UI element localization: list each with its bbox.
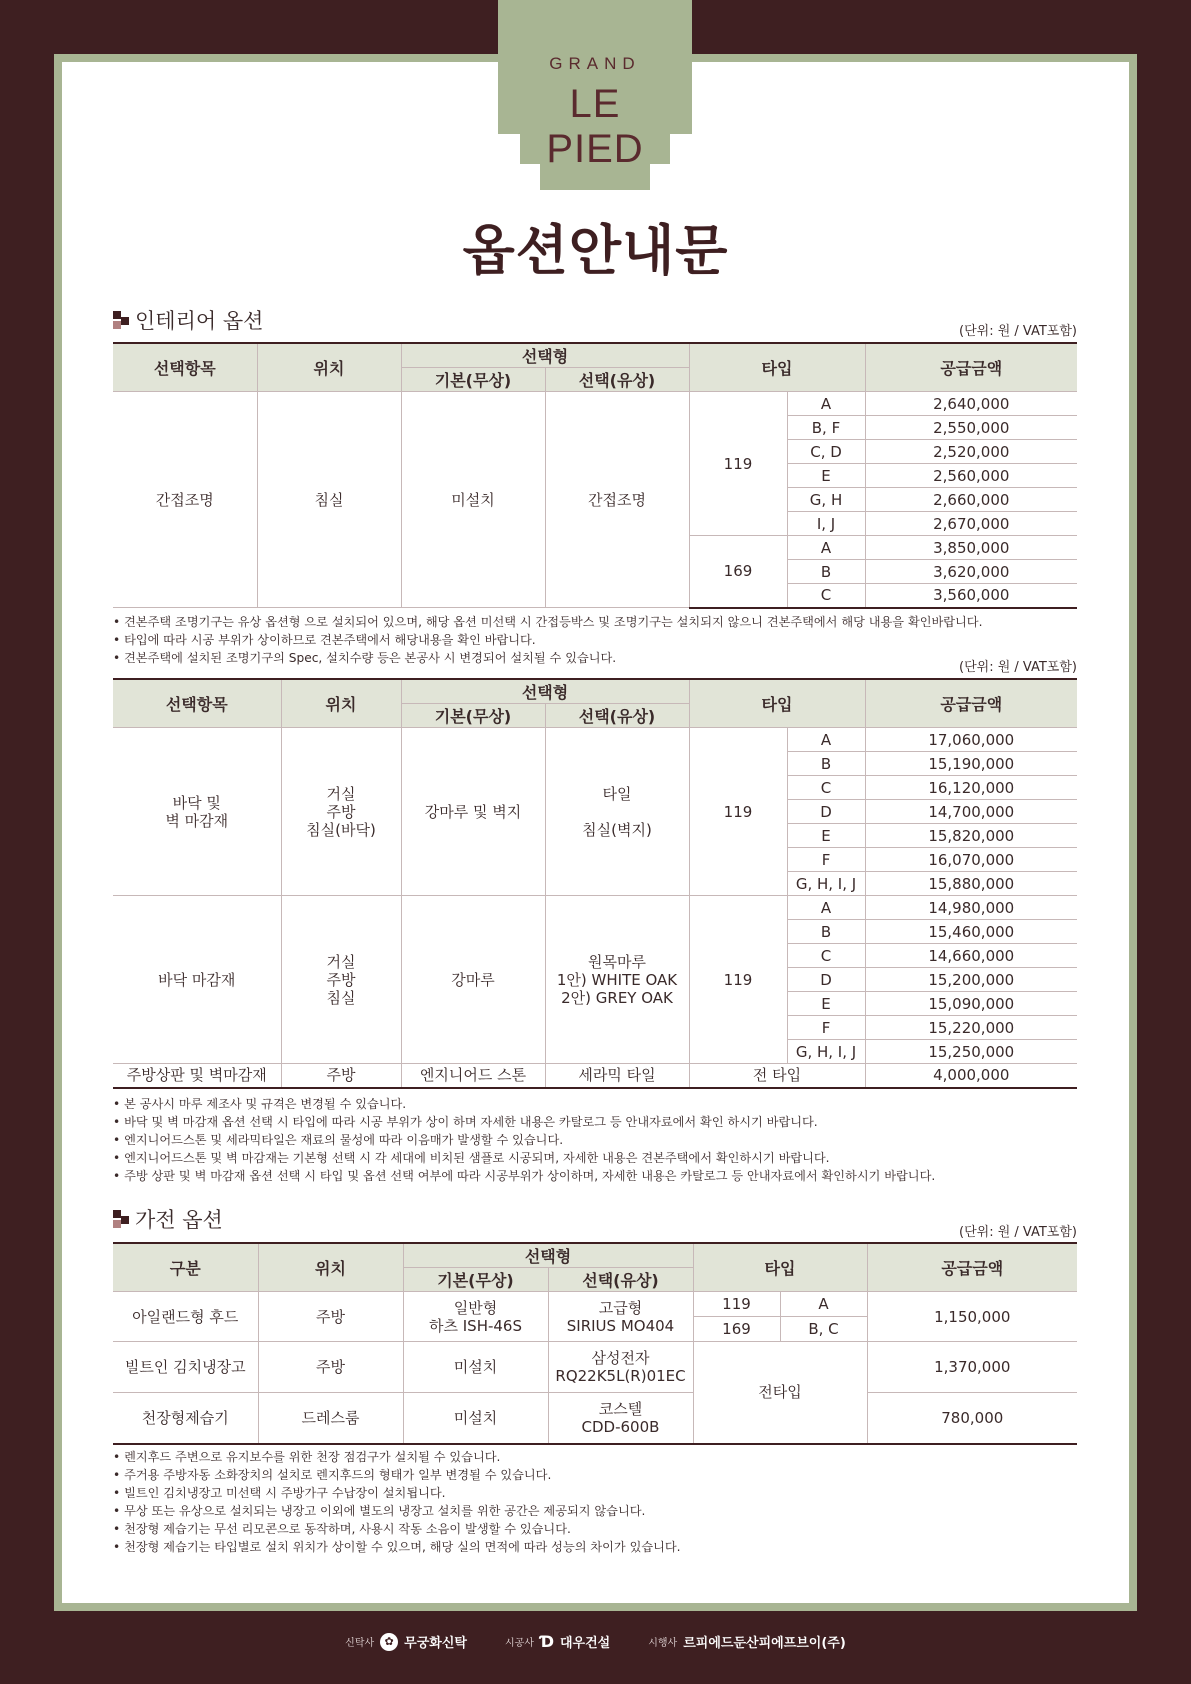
note-item: • 주거용 주방자동 소화장치의 설치로 렌지후드의 형태가 일부 변경될 수 있습니다.	[113, 1466, 1077, 1484]
dehumid-price: 780,000	[867, 1393, 1077, 1444]
finish-notes	[113, 1095, 1077, 1185]
builder-company: 시공사 Ɗ 대우건설	[504, 1632, 611, 1651]
price-cell: 2,550,000	[865, 416, 1077, 440]
price-cell: 2,640,000	[865, 392, 1077, 416]
bullet-square-icon	[113, 311, 129, 329]
unit-note-3: (단위: 원 / VAT포함)	[959, 1225, 1077, 1240]
interior-section-heading	[113, 305, 263, 335]
price-cell: 14,980,000	[865, 896, 1077, 920]
floorwall-item: 바닥 및 벽 마감재	[113, 728, 281, 896]
note-item: • 렌지후드 주변으로 유지보수를 위한 천장 점검구가 설치될 수 있습니다.	[113, 1448, 1077, 1466]
developer-company: 시행사 르피에드둔산피에프브이(주)	[648, 1636, 846, 1651]
kitchen-price: 4,000,000	[865, 1064, 1077, 1088]
note-item: • 본 공사시 마루 제조사 및 규격은 변경될 수 있습니다.	[113, 1095, 1077, 1113]
price-cell: 15,200,000	[865, 968, 1077, 992]
kimchi-basic: 미설치	[403, 1342, 548, 1393]
hood-area-2: 169	[693, 1317, 780, 1342]
note-item: • 천장형 제습기는 무선 리모콘으로 동작하며, 사용시 작동 소음이 발생할 수 있습니다.	[113, 1520, 1077, 1538]
dehumid-paid: 코스텔 CDD-600B	[548, 1393, 693, 1444]
logo-grand-text: GRAND	[549, 54, 641, 73]
dehumid-location: 드레스룸	[258, 1393, 403, 1444]
daewoo-logo-icon: Ɗ	[539, 1632, 554, 1651]
hdr-choice: 선택형	[403, 1243, 693, 1268]
floor-item: 바닥 마감재	[113, 896, 281, 1064]
appliance-section-heading	[113, 1204, 223, 1234]
note-item: • 바닥 및 벽 마감재 옵션 선택 시 타입에 따라 시공 부위가 상이 하며 자세한 내용은 카탈로그 등 안내자료에서 확인 하시기 바랍니다.	[113, 1113, 1077, 1131]
trust-company: 신탁사 ✿ 무궁화신탁	[345, 1634, 467, 1651]
dehumid-item: 천장형제습기	[113, 1393, 258, 1444]
type-cell: G, H, I, J	[787, 1040, 865, 1064]
hood-item: 아일랜드형 후드	[113, 1292, 258, 1342]
hood-area-1: 119	[693, 1292, 780, 1317]
lighting-basic: 미설치	[401, 392, 545, 608]
floor-location: 거실 주방 침실	[281, 896, 401, 1064]
price-cell: 14,660,000	[865, 944, 1077, 968]
kimchi-paid: 삼성전자 RQ22K5L(R)01EC	[548, 1342, 693, 1393]
appliance-heading-text: 가전 옵션	[135, 1208, 223, 1232]
kitchen-location: 주방	[281, 1064, 401, 1088]
kitchen-paid: 세라믹 타일	[545, 1064, 689, 1088]
floor-area: 119	[689, 896, 787, 1064]
logo-main-text: LE PIED	[546, 82, 644, 171]
hdr-item: 구분	[113, 1243, 258, 1292]
type-cell: C	[787, 944, 865, 968]
type-cell: B	[787, 560, 865, 584]
price-cell: 15,880,000	[865, 872, 1077, 896]
hood-type-2: B, C	[780, 1317, 867, 1342]
price-cell: 15,090,000	[865, 992, 1077, 1016]
hood-price: 1,150,000	[867, 1292, 1077, 1342]
hdr-basic: 기본(무상)	[403, 1268, 548, 1292]
price-cell: 2,670,000	[865, 512, 1077, 536]
hdr-type: 타입	[689, 343, 865, 392]
type-cell: C	[787, 776, 865, 800]
price-cell: 2,520,000	[865, 440, 1077, 464]
type-cell: D	[787, 968, 865, 992]
hdr-price: 공급금액	[865, 343, 1077, 392]
floorwall-paid: 타일 침실(벽지)	[545, 728, 689, 896]
unit-note-2: (단위: 원 / VAT포함)	[959, 660, 1077, 675]
note-item: • 견본주택 조명기구는 유상 옵션형 으로 설치되어 있으며, 해당 옵션 미선택 시 간접등박스 및 조명기구는 설치되지 않으니 견본주택에서 해당 내용을 확인바랍니다.	[113, 613, 1077, 631]
floorwall-basic: 강마루 및 벽지	[401, 728, 545, 896]
price-cell: 15,820,000	[865, 824, 1077, 848]
lighting-area-169: 169	[689, 536, 787, 608]
type-cell: C, D	[787, 440, 865, 464]
type-cell: E	[787, 464, 865, 488]
unit-note-1: (단위: 원 / VAT포함)	[959, 324, 1077, 339]
hdr-location: 위치	[258, 1243, 403, 1292]
hdr-location: 위치	[281, 679, 401, 728]
hdr-item: 선택항목	[113, 679, 281, 728]
hdr-choice: 선택형	[401, 679, 689, 704]
kitchen-type: 전 타입	[689, 1064, 865, 1088]
hdr-item: 선택항목	[113, 343, 257, 392]
price-cell: 15,460,000	[865, 920, 1077, 944]
kimchi-item: 빌트인 김치냉장고	[113, 1342, 258, 1393]
hood-location: 주방	[258, 1292, 403, 1342]
type-cell: A	[787, 728, 865, 752]
hdr-basic: 기본(무상)	[401, 704, 545, 728]
hdr-basic: 기본(무상)	[401, 368, 545, 392]
hdr-type: 타입	[693, 1243, 867, 1292]
type-cell: B	[787, 920, 865, 944]
dehumid-basic: 미설치	[403, 1393, 548, 1444]
price-cell: 15,190,000	[865, 752, 1077, 776]
lighting-paid: 간접조명	[545, 392, 689, 608]
lighting-notes	[113, 613, 1077, 667]
flower-logo-icon: ✿	[380, 1633, 398, 1651]
type-cell: G, H, I, J	[787, 872, 865, 896]
hdr-price: 공급금액	[865, 679, 1077, 728]
price-cell: 16,120,000	[865, 776, 1077, 800]
note-item: • 빌트인 김치냉장고 미선택 시 주방가구 수납장이 설치됩니다.	[113, 1484, 1077, 1502]
hood-type-1: A	[780, 1292, 867, 1317]
hood-paid: 고급형 SIRIUS MO404	[548, 1292, 693, 1342]
hdr-choice: 선택형	[401, 343, 689, 368]
footer-credits	[0, 1632, 1191, 1651]
price-cell: 15,220,000	[865, 1016, 1077, 1040]
logo-plaque	[0, 0, 1191, 195]
type-cell: A	[787, 896, 865, 920]
note-item: • 견본주택에 설치된 조명기구의 Spec, 설치수량 등은 본공사 시 변경되어 설치될 수 있습니다.	[113, 649, 1077, 667]
note-item: • 주방 상판 및 벽 마감재 옵션 선택 시 타입 및 옵션 선택 여부에 따라 시공부위가 상이하며, 자세한 내용은 카탈로그 등 안내자료에서 확인하시기 바랍니다.	[113, 1167, 1077, 1185]
hdr-type: 타입	[689, 679, 865, 728]
note-item: • 엔지니어드스톤 및 벽 마감재는 기본형 선택 시 각 세대에 비치된 샘플로 시공되며, 자세한 내용은 견본주택에서 확인하시기 바랍니다.	[113, 1149, 1077, 1167]
finish-table	[113, 678, 1077, 1089]
hdr-paid: 선택(유상)	[548, 1268, 693, 1292]
type-cell: F	[787, 1016, 865, 1040]
kitchen-item: 주방상판 및 벽마감재	[113, 1064, 281, 1088]
floorwall-area: 119	[689, 728, 787, 896]
price-cell: 3,620,000	[865, 560, 1077, 584]
price-cell: 3,850,000	[865, 536, 1077, 560]
type-cell: E	[787, 824, 865, 848]
floor-basic: 강마루	[401, 896, 545, 1064]
type-cell: B	[787, 752, 865, 776]
note-item: • 무상 또는 유상으로 설치되는 냉장고 이외에 별도의 냉장고 설치를 위한 공간은 제공되지 않습니다.	[113, 1502, 1077, 1520]
lighting-location: 침실	[257, 392, 401, 608]
type-cell: G, H	[787, 488, 865, 512]
kimchi-location: 주방	[258, 1342, 403, 1393]
hdr-location: 위치	[257, 343, 401, 392]
type-cell: F	[787, 848, 865, 872]
price-cell: 14,700,000	[865, 800, 1077, 824]
note-item: • 천장형 제습기는 타입별로 설치 위치가 상이할 수 있으며, 해당 실의 면적에 따라 성능의 차이가 있습니다.	[113, 1538, 1077, 1556]
note-item: • 엔지니어드스톤 및 세라믹타일은 재료의 물성에 따라 이음매가 발생할 수 있습니다.	[113, 1131, 1077, 1149]
lighting-table	[113, 342, 1077, 609]
price-cell: 2,560,000	[865, 464, 1077, 488]
all-types-cell: 전타입	[693, 1342, 867, 1444]
appliance-table	[113, 1242, 1077, 1445]
hdr-price: 공급금액	[867, 1243, 1077, 1292]
type-cell: I, J	[787, 512, 865, 536]
price-cell: 16,070,000	[865, 848, 1077, 872]
hdr-paid: 선택(유상)	[545, 704, 689, 728]
type-cell: B, F	[787, 416, 865, 440]
type-cell: E	[787, 992, 865, 1016]
lighting-area-119: 119	[689, 392, 787, 536]
type-cell: D	[787, 800, 865, 824]
price-cell: 15,250,000	[865, 1040, 1077, 1064]
bullet-square-icon	[113, 1210, 129, 1228]
hood-basic: 일반형 하츠 ISH-46S	[403, 1292, 548, 1342]
lighting-item: 간접조명	[113, 392, 257, 608]
price-cell: 2,660,000	[865, 488, 1077, 512]
price-cell: 17,060,000	[865, 728, 1077, 752]
type-cell: A	[787, 536, 865, 560]
hdr-paid: 선택(유상)	[545, 368, 689, 392]
kimchi-price: 1,370,000	[867, 1342, 1077, 1393]
appliance-notes	[113, 1448, 1077, 1556]
note-item: • 타입에 따라 시공 부위가 상이하므로 견본주택에서 해당내용을 확인 바랍니다.	[113, 631, 1077, 649]
interior-heading-text: 인테리어 옵션	[135, 309, 264, 333]
floor-paid: 원목마루 1안) WHITE OAK 2안) GREY OAK	[545, 896, 689, 1064]
floorwall-location: 거실 주방 침실(바닥)	[281, 728, 401, 896]
type-cell: A	[787, 392, 865, 416]
price-cell: 3,560,000	[865, 584, 1077, 608]
page-title: 옵션안내문	[462, 219, 729, 282]
kitchen-basic: 엔지니어드 스톤	[401, 1064, 545, 1088]
type-cell: C	[787, 584, 865, 608]
